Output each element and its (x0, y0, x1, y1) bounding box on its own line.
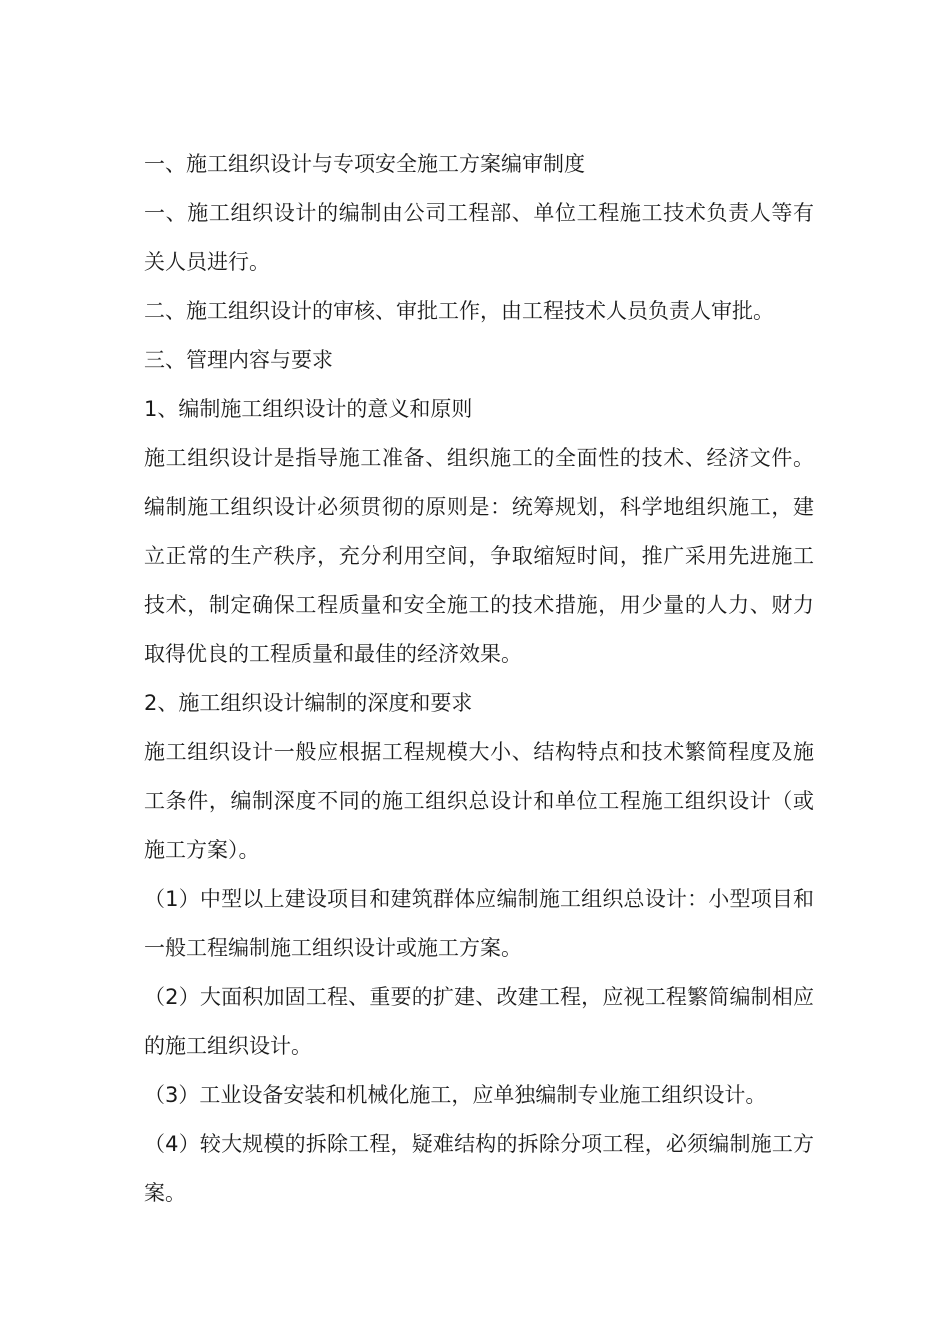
paragraph-principles: 施工组织设计是指导施工准备、组织施工的全面性的技术、经济文件。编制施工组织设计必须贯彻的原则是：统筹规划，科学地组织施工，建立正常的生产秩序，充分利用空间，争取缩短时间，推广采用先进施工技术，制定确保工程质量和安全施工的技术措施，用少量的人力、财力取得优良的工程质量和最佳的经济效果。 (144, 446, 814, 666)
list-item-3: （3）工业设备安装和机械化施工，应单独编制专业施工组织设计。 (144, 1083, 767, 1107)
paragraph-item-3: 三、管理内容与要求 (144, 348, 333, 372)
paragraph-depth: 施工组织设计一般应根据工程规模大小、结构特点和技术繁简程度及施工条件，编制深度不同的施工组织总设计和单位工程施工组织设计（或施工方案）。 (144, 740, 814, 862)
document-body (144, 140, 814, 1218)
paragraph-item-2: 二、施工组织设计的审核、审批工作，由工程技术人员负责人审批。 (144, 299, 774, 323)
section-title: 一、施工组织设计与专项安全施工方案编审制度 (144, 152, 585, 176)
subheading-1: 1、编制施工组织设计的意义和原则 (144, 397, 473, 421)
list-item-1: （1）中型以上建设项目和建筑群体应编制施工组织总设计：小型项目和一般工程编制施工组织设计或施工方案。 (144, 887, 814, 960)
paragraph-item-1: 一、施工组织设计的编制由公司工程部、单位工程施工技术负责人等有关人员进行。 (144, 201, 814, 274)
list-item-2: （2）大面积加固工程、重要的扩建、改建工程，应视工程繁简编制相应的施工组织设计。 (144, 985, 814, 1058)
list-item-4: （4）较大规模的拆除工程，疑难结构的拆除分项工程，必须编制施工方案。 (144, 1132, 814, 1205)
subheading-2: 2、施工组织设计编制的深度和要求 (144, 691, 473, 715)
